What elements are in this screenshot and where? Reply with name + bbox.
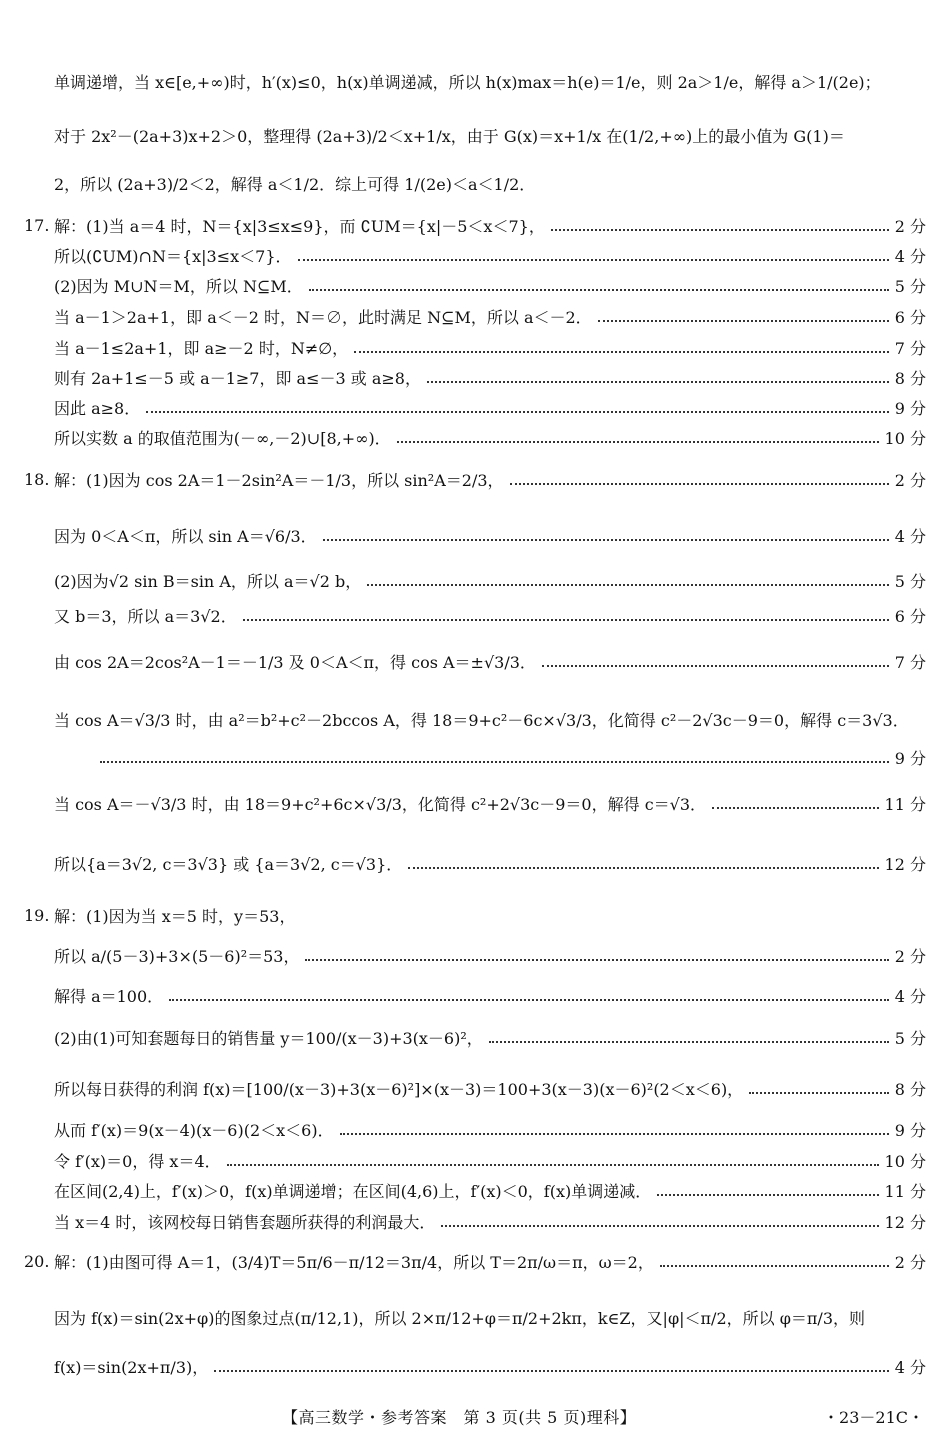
score-mark: 6 分: [894, 308, 926, 327]
continuation-line-2: [24, 124, 926, 147]
solution-text: 当 x＝4 时，该网校每日销售套题所获得的利润最大．: [54, 1213, 436, 1232]
dot-leader: [298, 259, 889, 261]
solution-line: [24, 468, 926, 491]
solution-text: 所以{a＝3√2, c＝3√3} 或 {a＝3√2, c＝√3}．: [54, 855, 403, 874]
continuation-line-3: [24, 172, 926, 195]
score-mark: 9 分: [894, 399, 926, 418]
dot-leader: [146, 411, 889, 413]
score-mark: 10 分: [884, 429, 926, 448]
continuation-line-1: [24, 70, 926, 93]
score-mark: 12 分: [884, 855, 926, 874]
score-mark: 11 分: [884, 795, 926, 814]
dot-leader: [657, 1194, 878, 1196]
dot-leader: [169, 999, 889, 1001]
solution-line: [24, 604, 926, 627]
solution-line: [24, 792, 926, 815]
solution-text: f(x)＝sin(2x+π/3)，: [54, 1358, 209, 1377]
score-mark: 7 分: [894, 653, 926, 672]
dot-leader: [441, 1225, 878, 1227]
question-number: 17.: [24, 216, 50, 235]
dot-leader: [354, 351, 889, 353]
solution-line: [24, 524, 926, 547]
solution-text: 从而 f′(x)＝9(x－4)(x－6)(2＜x＜6)．: [54, 1121, 334, 1140]
solution-line: [24, 1077, 926, 1100]
score-mark: 8 分: [894, 1080, 926, 1099]
solution-line: [24, 336, 926, 359]
question-number: 20.: [24, 1252, 50, 1271]
dot-leader: [542, 665, 889, 667]
dot-leader: [243, 619, 889, 621]
score-mark: 5 分: [894, 1029, 926, 1048]
solution-line: [24, 746, 926, 769]
dot-leader: [510, 483, 889, 485]
solution-text: 解得 a＝100．: [54, 987, 164, 1006]
solution-line: [24, 708, 926, 731]
dot-leader: [305, 959, 888, 961]
dot-leader: [749, 1092, 889, 1094]
dot-leader: [598, 320, 889, 322]
solution-text: 解：(1)当 a＝4 时，N＝{x|3≤x≤9}，而 ∁UM＝{x|－5＜x＜7}，: [54, 217, 545, 236]
solution-text: 当 cos A＝－√3/3 时，由 18＝9+c²+6c×√3/3，化简得 c²+2√3c－9＝0，解得 c＝√3．: [54, 795, 707, 814]
dot-leader: [551, 229, 889, 231]
solution-line: [24, 1210, 926, 1233]
solution-line: [24, 852, 926, 875]
dot-leader: [340, 1133, 889, 1135]
solution-line: [24, 944, 926, 967]
dot-leader: [100, 761, 889, 763]
solution-line: [24, 396, 926, 419]
dot-leader: [323, 539, 889, 541]
score-mark: 5 分: [894, 277, 926, 296]
solution-text: 则有 2a+1≤－5 或 a－1≥7，即 a≤－3 或 a≥8，: [54, 369, 421, 388]
question-number: 19.: [24, 906, 50, 925]
dot-leader: [397, 441, 879, 443]
score-mark: 6 分: [894, 607, 926, 626]
solution-line: [24, 569, 926, 592]
solution-text: 令 f′(x)＝0，得 x＝4．: [54, 1152, 221, 1171]
solution-text: 由 cos 2A＝2cos²A－1＝－1/3 及 0＜A＜π，得 cos A＝±√3/3．: [54, 653, 536, 672]
solution-line: [24, 1026, 926, 1049]
score-mark: 10 分: [884, 1152, 926, 1171]
solution-text: 当 cos A＝√3/3 时，由 a²＝b²+c²－2bccos A，得 18＝9+c²－6c×√3/3，化简得 c²－2√3c－9＝0，解得 c＝3√3．: [54, 711, 909, 730]
solution-text: 因此 a≥8．: [54, 399, 141, 418]
score-mark: 5 分: [894, 572, 926, 591]
solution-text: 又 b＝3，所以 a＝3√2．: [54, 607, 237, 626]
score-mark: 2 分: [894, 471, 926, 490]
score-mark: 2 分: [894, 947, 926, 966]
score-mark: 2 分: [894, 1253, 926, 1272]
score-mark: 4 分: [894, 987, 926, 1006]
solution-text: (2)因为√2 sin B＝sin A，所以 a＝√2 b，: [54, 572, 362, 591]
page-footer: [0, 1405, 950, 1429]
solution-line: [24, 1355, 926, 1378]
solution-text: 所以 a/(5－3)+3×(5－6)²＝53，: [54, 947, 300, 966]
solution-text: 解：(1)由图可得 A＝1，(3/4)T＝5π/6－π/12＝3π/4，所以 T＝2π/ω＝π，ω＝2，: [54, 1253, 654, 1272]
score-mark: 9 分: [894, 749, 926, 768]
solution-text: (2)由(1)可知套题每日的销售量 y＝100/(x－3)+3(x－6)²，: [54, 1029, 483, 1048]
solution-line: [24, 274, 926, 297]
solution-text: 当 a－1≤2a+1，即 a≥－2 时，N≠∅，: [54, 339, 349, 358]
dot-leader: [427, 381, 889, 383]
solution-line: [24, 305, 926, 328]
dot-leader: [489, 1041, 889, 1043]
solution-line: [24, 1118, 926, 1141]
score-mark: 4 分: [894, 527, 926, 546]
solution-text: 对于 2x²－(2a+3)x+2＞0，整理得 (2a+3)/2＜x+1/x，由于 G(x)＝x+1/x 在(1/2,+∞)上的最小值为 G(1)＝: [54, 127, 845, 146]
dot-leader: [408, 867, 878, 869]
solution-line: [24, 1250, 926, 1273]
solution-text: 所以每日获得的利润 f(x)＝[100/(x－3)+3(x－6)²]×(x－3)＝100+3(x－3)(x－6)²(2＜x＜6)，: [54, 1080, 744, 1099]
score-mark: 12 分: [884, 1213, 926, 1232]
solution-text: 所以实数 a 的取值范围为(－∞,－2)∪[8,+∞)．: [54, 429, 391, 448]
score-mark: 4 分: [894, 247, 926, 266]
solution-text: 单调递增，当 x∈[e,+∞)时，h′(x)≤0，h(x)单调递减，所以 h(x)max＝h(e)＝1/e，则 2a＞1/e，解得 a＞1/(2e)；: [54, 73, 881, 92]
dot-leader: [214, 1370, 888, 1372]
dot-leader: [660, 1265, 889, 1267]
solution-text: 2，所以 (2a+3)/2＜2，解得 a＜1/2．综上可得 1/(2e)＜a＜1/2．: [54, 175, 536, 194]
footer-title: 【高三数学・参考答案 第 3 页(共 5 页)理科】: [282, 1408, 637, 1427]
solution-text: (2)因为 M∪N＝M，所以 N⊆M．: [54, 277, 303, 296]
dot-leader: [309, 289, 889, 291]
solution-line: [24, 904, 926, 927]
solution-text: 解：(1)因为当 x＝5 时，y＝53，: [54, 907, 296, 926]
solution-line: [24, 426, 926, 449]
footer-code: ・23－21C・: [823, 1408, 924, 1427]
solution-line: [24, 214, 926, 237]
solution-line: [24, 244, 926, 267]
solution-text: 所以(∁UM)∩N＝{x|3≤x＜7}．: [54, 247, 292, 266]
solution-line: [24, 366, 926, 389]
dot-leader: [227, 1164, 879, 1166]
dot-leader: [367, 584, 889, 586]
score-mark: 9 分: [894, 1121, 926, 1140]
score-mark: 2 分: [894, 217, 926, 236]
solution-line: [24, 984, 926, 1007]
solution-line: [24, 650, 926, 673]
solution-text: 因为 0＜A＜π，所以 sin A＝√6/3．: [54, 527, 317, 546]
question-number: 18.: [24, 470, 50, 489]
solution-text: 在区间(2,4)上，f′(x)＞0，f(x)单调递增；在区间(4,6)上，f′(x)＜0，f(x)单调递减．: [54, 1182, 652, 1201]
solution-text: 当 a－1＞2a+1，即 a＜－2 时，N＝∅，此时满足 N⊆M，所以 a＜－2．: [54, 308, 592, 327]
score-mark: 8 分: [894, 369, 926, 388]
solution-text: 解：(1)因为 cos 2A＝1－2sin²A＝－1/3，所以 sin²A＝2/3，: [54, 471, 504, 490]
solution-line: [24, 1149, 926, 1172]
solution-line: [24, 1179, 926, 1202]
solution-text: 因为 f(x)＝sin(2x+φ)的图象过点(π/12,1)，所以 2×π/12+φ＝π/2+2kπ，k∈Z，又|φ|＜π/2，所以 φ＝π/3，则: [54, 1309, 865, 1328]
solution-line: [24, 1306, 926, 1329]
score-mark: 11 分: [884, 1182, 926, 1201]
score-mark: 4 分: [894, 1358, 926, 1377]
dot-leader: [712, 807, 879, 809]
score-mark: 7 分: [894, 339, 926, 358]
